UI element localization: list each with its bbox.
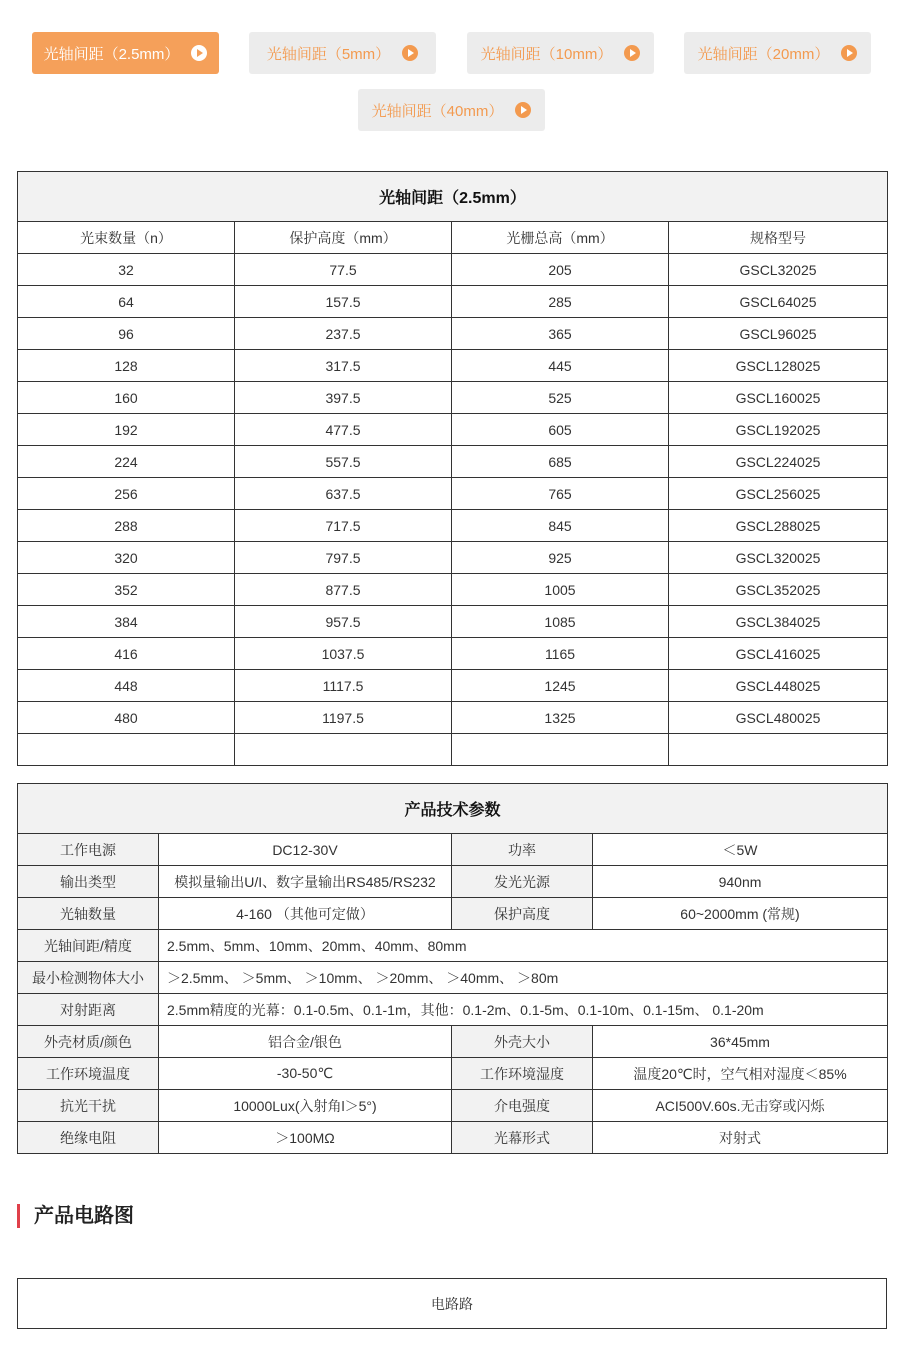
humidity-label: 工作环境湿度 [452, 1058, 593, 1090]
housing-value: 铝合金/银色 [159, 1026, 452, 1058]
protect-height-cell: 797.5 [235, 542, 452, 574]
play-icon [402, 45, 418, 61]
protect-height-cell: 1117.5 [235, 670, 452, 702]
total-height-cell: 925 [452, 542, 669, 574]
header-model: 规格型号 [669, 222, 888, 254]
beam-count-cell: 448 [18, 670, 235, 702]
power-supply-value: DC12-30V [159, 834, 452, 866]
beam-count-cell: 256 [18, 478, 235, 510]
table-row [18, 510, 888, 542]
range-value: 2.5mm精度的光幕：0.1-0.5m、0.1-1m，其他：0.1-2m、0.1-5m、0.1-10m、0.1-15m、 0.1-20m [159, 994, 888, 1026]
model-cell: GSCL352025 [669, 574, 888, 606]
header-total-height: 光栅总高（mm） [452, 222, 669, 254]
beam-count-cell: 224 [18, 446, 235, 478]
protect-height-cell: 717.5 [235, 510, 452, 542]
model-cell: GSCL192025 [669, 414, 888, 446]
table-row [18, 638, 888, 670]
circuit-heading: 产品电路图 [17, 1204, 134, 1228]
beam-count-cell [18, 734, 235, 766]
table-row [18, 254, 888, 286]
temp-value: -30-50℃ [159, 1058, 452, 1090]
curtain-label: 光幕形式 [452, 1122, 593, 1154]
beam-count-cell: 192 [18, 414, 235, 446]
table-row [18, 286, 888, 318]
beam-count-cell: 480 [18, 702, 235, 734]
model-cell: GSCL64025 [669, 286, 888, 318]
tab-40mm[interactable] [358, 89, 545, 131]
table-row [18, 898, 888, 930]
table-row [18, 446, 888, 478]
axis-count-value: 4-160 （其他可定做） [159, 898, 452, 930]
model-cell: GSCL256025 [669, 478, 888, 510]
tab-label: 光轴间距（20mm） [697, 45, 830, 63]
table-row [18, 478, 888, 510]
total-height-cell: 605 [452, 414, 669, 446]
beam-count-cell: 384 [18, 606, 235, 638]
total-height-cell: 1005 [452, 574, 669, 606]
size-label: 外壳大小 [452, 1026, 593, 1058]
tab-label: 光轴间距（5mm） [266, 45, 391, 63]
power-supply-label: 工作电源 [18, 834, 159, 866]
light-source-label: 发光光源 [452, 866, 593, 898]
min-object-label: 最小检测物体大小 [18, 962, 159, 994]
model-cell: GSCL288025 [669, 510, 888, 542]
total-height-cell: 1245 [452, 670, 669, 702]
play-icon [191, 45, 207, 61]
model-cell: GSCL96025 [669, 318, 888, 350]
range-label: 对射距离 [18, 994, 159, 1026]
model-cell: GSCL128025 [669, 350, 888, 382]
protect-height-cell: 1037.5 [235, 638, 452, 670]
model-cell: GSCL416025 [669, 638, 888, 670]
total-height-cell [452, 734, 669, 766]
tab-2-5mm[interactable] [32, 32, 219, 74]
table-row [18, 670, 888, 702]
protect-height-label: 保护高度 [452, 898, 593, 930]
total-height-cell: 765 [452, 478, 669, 510]
beam-count-cell: 32 [18, 254, 235, 286]
beam-count-cell: 416 [18, 638, 235, 670]
table-row [18, 574, 888, 606]
table-row [18, 318, 888, 350]
insulation-value: ＞100MΩ [159, 1122, 452, 1154]
table-row [18, 734, 888, 766]
total-height-cell: 525 [452, 382, 669, 414]
spec-table [17, 171, 888, 766]
model-cell: GSCL224025 [669, 446, 888, 478]
beam-count-cell: 160 [18, 382, 235, 414]
model-cell: GSCL448025 [669, 670, 888, 702]
table-row [18, 414, 888, 446]
output-value: 模拟量输出U/I、数字量输出RS485/RS232 [159, 866, 452, 898]
protect-height-cell: 237.5 [235, 318, 452, 350]
model-cell: GSCL384025 [669, 606, 888, 638]
axis-spacing-value: 2.5mm、5mm、10mm、20mm、40mm、80mm [159, 930, 888, 962]
output-label: 输出类型 [18, 866, 159, 898]
anti-light-value: 10000Lux(入射角l＞5°) [159, 1090, 452, 1122]
tab-10mm[interactable] [467, 32, 654, 74]
table-row [18, 382, 888, 414]
protect-height-cell: 157.5 [235, 286, 452, 318]
model-cell: GSCL32025 [669, 254, 888, 286]
protect-height-cell [235, 734, 452, 766]
table-row [18, 994, 888, 1026]
power-value: ＜5W [593, 834, 888, 866]
table-row [18, 930, 888, 962]
power-label: 功率 [452, 834, 593, 866]
size-value: 36*45mm [593, 1026, 888, 1058]
total-height-cell: 285 [452, 286, 669, 318]
table-row [18, 702, 888, 734]
protect-height-cell: 1197.5 [235, 702, 452, 734]
header-beam-count: 光束数量（n） [18, 222, 235, 254]
humidity-value: 温度20℃时，空气相对湿度＜85% [593, 1058, 888, 1090]
beam-count-cell: 64 [18, 286, 235, 318]
tab-label: 光轴间距（40mm） [371, 102, 504, 120]
tab-label: 光轴间距（2.5mm） [43, 45, 180, 63]
table-row [18, 962, 888, 994]
total-height-cell: 845 [452, 510, 669, 542]
beam-count-cell: 96 [18, 318, 235, 350]
total-height-cell: 205 [452, 254, 669, 286]
temp-label: 工作环境温度 [18, 1058, 159, 1090]
beam-count-cell: 288 [18, 510, 235, 542]
protect-height-cell: 957.5 [235, 606, 452, 638]
housing-label: 外壳材质/颜色 [18, 1026, 159, 1058]
circuit-box-text: 电路路 [431, 1295, 473, 1312]
axis-count-label: 光轴数量 [18, 898, 159, 930]
table-row [18, 606, 888, 638]
model-cell: GSCL320025 [669, 542, 888, 574]
total-height-cell: 445 [452, 350, 669, 382]
table-row [18, 1090, 888, 1122]
insulation-label: 绝缘电阻 [18, 1122, 159, 1154]
anti-light-label: 抗光干扰 [18, 1090, 159, 1122]
beam-count-cell: 352 [18, 574, 235, 606]
play-icon [515, 102, 531, 118]
dielectric-value: ACI500V.60s.无击穿或闪烁 [593, 1090, 888, 1122]
tech-table [17, 783, 888, 1154]
table-row [18, 1122, 888, 1154]
protect-height-cell: 477.5 [235, 414, 452, 446]
model-cell: GSCL480025 [669, 702, 888, 734]
light-source-value: 940nm [593, 866, 888, 898]
protect-height-cell: 397.5 [235, 382, 452, 414]
protect-height-cell: 317.5 [235, 350, 452, 382]
model-cell: GSCL160025 [669, 382, 888, 414]
total-height-cell: 1085 [452, 606, 669, 638]
protect-height-cell: 557.5 [235, 446, 452, 478]
protect-height-cell: 637.5 [235, 478, 452, 510]
total-height-cell: 1325 [452, 702, 669, 734]
play-icon [841, 45, 857, 61]
protect-height-value: 60~2000mm (常规) [593, 898, 888, 930]
total-height-cell: 685 [452, 446, 669, 478]
circuit-diagram-box [17, 1278, 887, 1329]
table-row [18, 542, 888, 574]
protect-height-cell: 877.5 [235, 574, 452, 606]
total-height-cell: 1165 [452, 638, 669, 670]
table-row [18, 834, 888, 866]
table-row [18, 1058, 888, 1090]
dielectric-label: 介电强度 [452, 1090, 593, 1122]
axis-spacing-label: 光轴间距/精度 [18, 930, 159, 962]
protect-height-cell: 77.5 [235, 254, 452, 286]
tech-table-title: 产品技术参数 [18, 784, 888, 834]
min-object-value: ＞2.5mm、 ＞5mm、 ＞10mm、 ＞20mm、 ＞40mm、 ＞80m [159, 962, 888, 994]
spec-table-title: 光轴间距（2.5mm） [18, 172, 888, 222]
header-protect-height: 保护高度（mm） [235, 222, 452, 254]
beam-count-cell: 320 [18, 542, 235, 574]
tab-label: 光轴间距（10mm） [480, 45, 613, 63]
table-row [18, 866, 888, 898]
total-height-cell: 365 [452, 318, 669, 350]
model-cell [669, 734, 888, 766]
play-icon [624, 45, 640, 61]
beam-count-cell: 128 [18, 350, 235, 382]
table-row [18, 350, 888, 382]
tab-20mm[interactable] [684, 32, 871, 74]
tab-5mm[interactable] [249, 32, 436, 74]
curtain-value: 对射式 [593, 1122, 888, 1154]
table-row [18, 1026, 888, 1058]
